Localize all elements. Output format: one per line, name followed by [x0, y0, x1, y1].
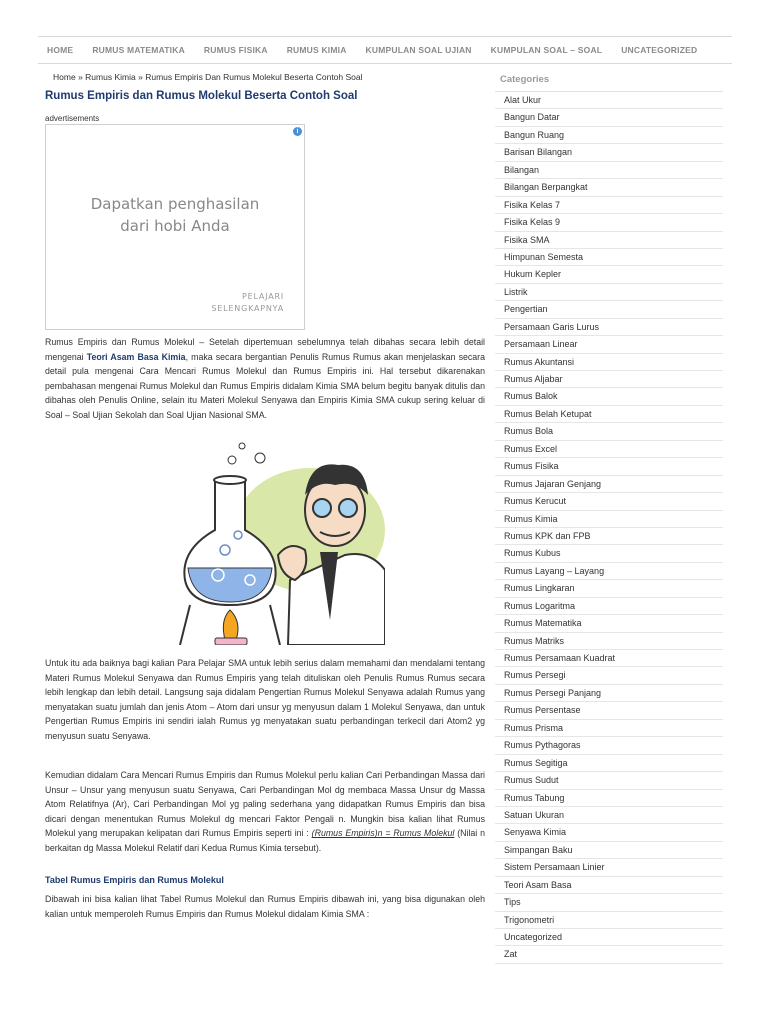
category-link[interactable]: Rumus Kimia [495, 511, 723, 528]
category-link[interactable]: Rumus Matematika [495, 615, 723, 632]
category-link[interactable]: Persamaan Garis Lurus [495, 319, 723, 336]
category-link[interactable]: Bangun Datar [495, 109, 723, 126]
category-link[interactable]: Senyawa Kimia [495, 824, 723, 841]
paragraph-cara-mencari [45, 768, 485, 856]
category-link[interactable]: Rumus Sudut [495, 772, 723, 789]
category-link[interactable]: Bangun Ruang [495, 127, 723, 144]
nav-rumus-kimia[interactable]: RUMUS KIMIA [286, 45, 347, 55]
category-link[interactable]: Rumus Lingkaran [495, 580, 723, 597]
category-link[interactable]: Tips [495, 894, 723, 911]
category-link[interactable]: Pengertian [495, 301, 723, 318]
cara-mencari-text-end: (Nilai n berkaitan dg Massa Molekul Relatif dari Kedua Rumus Kimia tersebut). [45, 828, 486, 853]
ad-link-line2: SELENGKAPNYA [211, 304, 284, 313]
sidebar [495, 74, 723, 964]
category-link[interactable]: Barisan Bilangan [495, 144, 723, 161]
paragraph-pengertian: Untuk itu ada baiknya bagi kalian Para Pelajar SMA untuk lebih serius dalam memahami dan mendalami tentang Materi Rumus Molekul Senyawa dan Rumus Empiris yang telah dituliskan oleh Penulis Rumus Rumus secara lebih lengkap dan lebih detail. Langsung saja didalam Pengertian Rumus Molekul Senyawa adalah Rumus yang menyatakan suatu jumlah dan jenis Atom – Atom dari unsur yg menyusun dalam 1 Molekul Senyawa, dan untuk Pengertian Rumus Empiris ini sendiri ialah Rumus yg menyatakan suatu perbandingan terkecil dari Atom2 yg menyusun suatu Senyawa. [45, 658, 485, 741]
category-link[interactable]: Rumus Kerucut [495, 493, 723, 510]
category-link[interactable]: Rumus Logaritma [495, 598, 723, 615]
main-content [45, 70, 486, 919]
nav-kumpulan-soal-soal[interactable]: KUMPULAN SOAL – SOAL [490, 45, 603, 55]
breadcrumb-current: Rumus Empiris Dan Rumus Molekul Beserta Contoh Soal [145, 72, 363, 82]
category-link[interactable]: Rumus Segitiga [495, 755, 723, 772]
category-link[interactable]: Fisika Kelas 9 [495, 214, 723, 231]
category-link[interactable]: Rumus Bola [495, 423, 723, 440]
category-link[interactable]: Teori Asam Basa [495, 877, 723, 894]
ad-headline [46, 193, 304, 237]
teori-asam-basa-link[interactable]: Teori Asam Basa Kimia [86, 351, 186, 362]
category-link[interactable]: Rumus Kubus [495, 545, 723, 562]
category-link[interactable]: Rumus KPK dan FPB [495, 528, 723, 545]
category-link[interactable]: Zat [495, 946, 723, 963]
formula-text: (Rumus Empiris)n = Rumus Molekul [311, 828, 455, 839]
category-link[interactable]: Rumus Layang – Layang [495, 563, 723, 580]
breadcrumb-separator: » [78, 72, 83, 82]
categories-list [495, 92, 723, 964]
intro-text-start: Rumus Empiris dan Rumus Molekul – Setelah dipertemuan sebelumnya telah dibahas secara lebih detail mengenai [45, 337, 485, 362]
category-link[interactable]: Rumus Matriks [495, 633, 723, 650]
category-link[interactable]: Satuan Ukuran [495, 807, 723, 824]
breadcrumb [53, 72, 485, 82]
category-link[interactable]: Simpangan Baku [495, 842, 723, 859]
category-link[interactable]: Trigonometri [495, 912, 723, 929]
category-link[interactable]: Rumus Prisma [495, 720, 723, 737]
category-link[interactable]: Himpunan Semesta [495, 249, 723, 266]
category-link[interactable]: Alat Ukur [495, 92, 723, 109]
top-navigation [38, 36, 732, 64]
category-link[interactable]: Rumus Persegi Panjang [495, 685, 723, 702]
advertisement-banner[interactable] [45, 124, 305, 330]
intro-paragraph [45, 335, 485, 423]
category-link[interactable]: Bilangan [495, 162, 723, 179]
section-heading: Tabel Rumus Empiris dan Rumus Molekul [45, 875, 224, 885]
category-link[interactable]: Rumus Belah Ketupat [495, 406, 723, 423]
nav-kumpulan-soal-ujian[interactable]: KUMPULAN SOAL UJIAN [365, 45, 472, 55]
categories-title: Categories [495, 74, 723, 92]
breadcrumb-separator: » [138, 72, 143, 82]
ad-label: advertisements [45, 114, 100, 123]
category-link[interactable]: Uncategorized [495, 929, 723, 946]
category-link[interactable]: Listrik [495, 284, 723, 301]
cara-mencari-text: Kemudian didalam Cara Mencari Rumus Empiris dan Rumus Molekul perlu kalian Cari Perbandingan Massa dari Unsur – Unsur yang menyusun suatu Senyawa, Cari Perbandingan Mol dg membaca Massa Unsur dg Massa Atom Relatifnya (Ar), Cari Perbandingan Mol yg paling sederhana yang didapatkan Rumus Empiris dan bisa dicari dengan menentukan Rumus Molekul dg mencari Faktor Pengali n. Mungkin bisa kalian lihat Rumus Molekul yang merupakan kelipatan dari Rumus Empiris seperti ini : [45, 770, 485, 839]
category-link[interactable]: Rumus Persegi [495, 667, 723, 684]
burner-stand-icon [180, 605, 280, 645]
ad-link-line1: PELAJARI [241, 292, 284, 301]
intro-text-end: , maka secara bergantian Penulis Rumus Rumus akan menjelaskan secara detail pula mengenai Cara Mencari Rumus Molekul dan Rumus Empiris ini. Hal tersebut dikarenakan pembahasan mengenai Rumus Molekul dan Rumus Empiris didalam Kimia SMA belum begitu banyak ditulis dan dibahas oleh Penulis Online, selain itu Materi Molekul Senyawa dan Empiris Kimia SMA cukup sering keluar di Soal – Soal Ujian Sekolah dan Soal Ujian Nasional SMA. [45, 351, 485, 420]
category-link[interactable]: Fisika SMA [495, 232, 723, 249]
breadcrumb-home[interactable]: Home [53, 72, 76, 82]
ad-learn-more-link[interactable] [211, 291, 284, 315]
page-title: Rumus Empiris dan Rumus Molekul Beserta Contoh Soal [45, 90, 358, 102]
category-link[interactable]: Sistem Persamaan Linier [495, 859, 723, 876]
nav-home[interactable]: HOME [47, 45, 74, 55]
nav-rumus-fisika[interactable]: RUMUS FISIKA [203, 45, 268, 55]
category-link[interactable]: Rumus Tabung [495, 790, 723, 807]
ad-headline-line1: Dapatkan penghasilan [90, 195, 260, 213]
category-link[interactable]: Bilangan Berpangkat [495, 179, 723, 196]
scientist-illustration [170, 440, 385, 645]
category-link[interactable]: Rumus Pythagoras [495, 737, 723, 754]
category-link[interactable]: Rumus Akuntansi [495, 354, 723, 371]
category-link[interactable]: Rumus Aljabar [495, 371, 723, 388]
category-link[interactable]: Hukum Kepler [495, 266, 723, 283]
category-link[interactable]: Rumus Fisika [495, 458, 723, 475]
category-link[interactable]: Rumus Persentase [495, 702, 723, 719]
ad-info-icon[interactable]: i [293, 127, 302, 136]
category-link[interactable]: Rumus Jajaran Genjang [495, 476, 723, 493]
breadcrumb-category[interactable]: Rumus Kimia [85, 72, 136, 82]
nav-uncategorized[interactable]: UNCATEGORIZED [621, 45, 698, 55]
category-link[interactable]: Fisika Kelas 7 [495, 197, 723, 214]
category-link[interactable]: Rumus Excel [495, 441, 723, 458]
category-link[interactable]: Rumus Balok [495, 388, 723, 405]
ad-headline-line2: dari hobi Anda [120, 217, 230, 235]
nav-rumus-matematika[interactable]: RUMUS MATEMATIKA [92, 45, 185, 55]
paragraph-tabel: Dibawah ini bisa kalian lihat Tabel Rumus Molekul dan Rumus Empiris dibawah ini, yang bisa digunakan oleh kalian untuk memperoleh Rumus Empiris dan Rumus Molekul didalam Kimia SMA : [45, 894, 485, 919]
category-link[interactable]: Rumus Persamaan Kuadrat [495, 650, 723, 667]
category-link[interactable]: Persamaan Linear [495, 336, 723, 353]
